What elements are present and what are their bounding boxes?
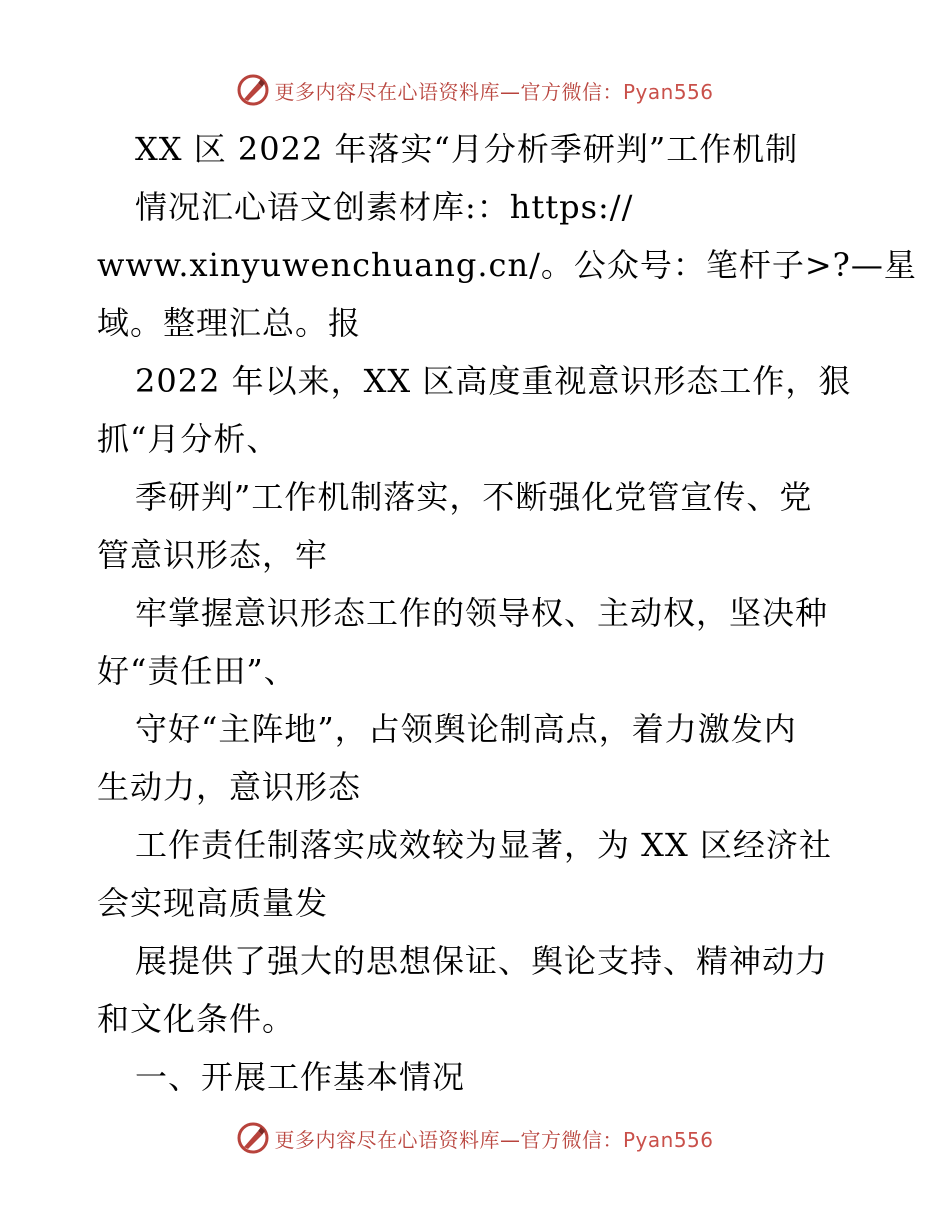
doc-line: 工作责任制落实成效较为显著，为 XX 区经济社 <box>135 826 832 864</box>
doc-line: 展提供了强大的思想保证、舆论支持、精神动力 <box>135 942 829 980</box>
watermark-text: 更多内容尽在心语资料库—官方微信：Pyan556 <box>274 1127 714 1152</box>
doc-line: 季研判”工作机制落实，不断强化党管宣传、党 <box>135 478 813 516</box>
doc-line: 守好“主阵地”，占领舆论制高点，着力激发内 <box>135 710 797 748</box>
doc-line: 和文化条件。 <box>97 1000 296 1038</box>
section-heading: 一、开展工作基本情况 <box>135 1058 466 1096</box>
doc-line: 管意识形态，牢 <box>97 536 329 574</box>
doc-line: 生动力，意识形态 <box>97 768 362 806</box>
doc-line: 2022 年以来，XX 区高度重视意识形态工作，狠 <box>135 362 852 400</box>
doc-line: 情况汇心语文创素材库:：https:// <box>135 188 634 226</box>
doc-line: 好“责任田”、 <box>97 652 297 690</box>
doc-line: XX 区 2022 年落实“月分析季研判”工作机制 <box>135 130 799 168</box>
doc-line: 抓“月分析、 <box>97 420 280 458</box>
pen-logo-icon <box>236 73 270 107</box>
doc-line: 域。整理汇总。报 <box>97 304 362 342</box>
pen-logo-icon <box>236 1121 270 1155</box>
doc-line: www.xinyuwenchuang.cn/。公众号：笔杆子>?—星 <box>97 246 917 284</box>
doc-line: 牢掌握意识形态工作的领导权、主动权，坚决种 <box>135 594 829 632</box>
watermark-text: 更多内容尽在心语资料库—官方微信：Pyan556 <box>274 79 714 104</box>
doc-line: 会实现高质量发 <box>97 884 329 922</box>
watermark-banner-bottom <box>0 1118 950 1158</box>
watermark-banner-top <box>0 70 950 110</box>
document-body <box>97 120 917 1106</box>
